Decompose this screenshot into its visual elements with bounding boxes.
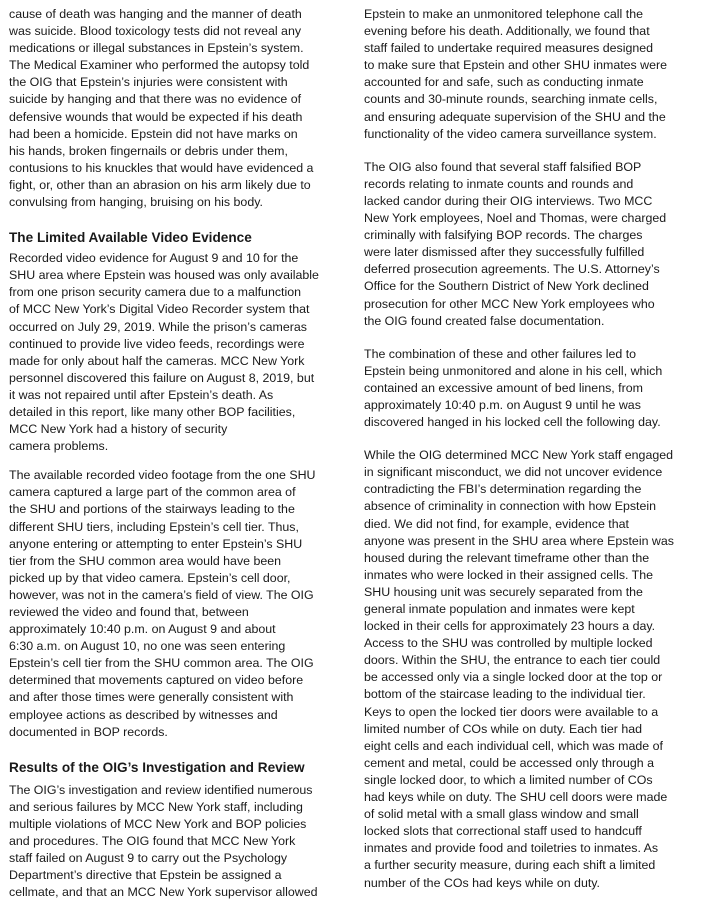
paragraph-available-footage [9,467,319,741]
text-line: from one prison security camera due to a malfunction [9,285,302,300]
text-line: The available recorded video footage from the one SHU [9,468,316,483]
text-line: evening before his death. Additionally, we found that [364,24,650,39]
text-line: had been a homicide. Epstein did not have marks on [9,126,298,141]
text-line: picked up by that video camera. Epstein’s cell door, [9,570,291,585]
text-line: functionality of the video camera surveillance system. [364,126,657,141]
text-line: staff failed to undertake required measures designed [364,41,654,56]
text-line: cause of death was hanging and the manner of death [9,7,302,21]
text-line: medications or illegal substances in Epstein’s system. [9,41,304,56]
text-line: Epstein to make an unmonitored telephone call the [364,7,643,21]
text-line: fight, or, other than an abrasion on his arm likely due to [9,177,311,192]
paragraph-recorded-video [9,250,319,455]
text-line: a further security measure, during each shift a limited [364,858,656,873]
text-line: approximately 10:40 p.m. on August 9 and about [9,622,276,637]
text-line: doors. Within the SHU, the entrance to each tier could [364,653,661,668]
text-line: was suicide. Blood toxicology tests did not reveal any [9,24,302,39]
text-line: approximately 10:40 p.m. on August 9 until he was [364,397,641,412]
heading-limited-video-evidence: The Limited Available Video Evidence [9,230,252,246]
text-line: tier from the SHU common area would have been [9,553,282,568]
text-line: reviewed the video and found that, between [9,605,249,619]
text-line: documented in BOP records. [9,724,168,739]
paragraph-no-criminality-evidence [364,447,694,891]
text-line: cellmate, and that an MCC New York supervisor allowed [9,885,318,900]
text-line: employee actions as described by witnesses and [9,707,278,722]
text-line: number of the COs had keys while on duty. [364,875,601,890]
text-line: multiple violations of MCC New York and BOP policies [9,816,307,831]
text-line: Office for the Southern District of New York declined [364,279,649,294]
text-line: contusions to his knuckles that would have evidenced a [9,160,314,175]
text-line: anyone entering or attempting to enter Epstein’s SHU [9,536,303,551]
text-line: determined that movements captured on video before [9,673,304,688]
text-line: of MCC New York’s Digital Video Recorder system that [9,302,310,317]
text-line: defensive wounds that would be expected if his death [9,109,303,124]
text-line: eight cells and each individual cell, which was made of [364,738,663,753]
text-line: it was not repaired until after Epstein’s death. As [9,387,274,402]
text-line: criminally with falsifying BOP records. The charges [364,228,643,243]
text-line: and procedures. The OIG found that MCC New York [9,834,296,849]
text-line: different SHU tiers, including Epstein’s cell tier. Thus, [9,519,299,534]
text-line: in significant misconduct, we did not uncover evidence [364,465,663,480]
text-line: continued to provide live video feeds, recordings were [9,336,305,351]
text-line: SHU area where Epstein was housed was only available [9,268,319,283]
text-line: made for only about half the cameras. MCC New York [9,353,305,368]
text-line: The Medical Examiner who performed the autopsy told [9,58,310,73]
text-line: Department’s directive that Epstein be assigned a [9,868,282,883]
text-line: contradicting the FBI’s determination regarding the [364,482,642,497]
text-line: convulsing from hanging, bruising on his body. [9,195,263,210]
text-line: and ensuring adequate supervision of the SHU and the [364,109,666,124]
text-line: 6:30 a.m. on August 10, no one was seen entering [9,639,286,654]
text-line: The combination of these and other failures led to [364,346,637,361]
text-line: Access to the SHU was controlled by multiple locked [364,636,653,651]
text-line: records relating to inmate counts and rounds and [364,176,634,191]
text-line: died. We did not find, for example, evidence that [364,516,629,531]
text-line: the OIG found created false documentation. [364,313,605,328]
text-line: however, was not in the camera’s field of view. The OIG [9,587,314,602]
left-column [9,6,319,901]
text-line: had keys while on duty. The SHU cell doors were made [364,790,668,805]
text-line: Epstein being unmonitored and alone in his cell, which [364,363,663,378]
text-line: SHU housing unit was securely separated from the [364,584,643,599]
paragraph-combination-of-failures [364,346,694,431]
text-line: were later dismissed after they successfully fulfilled [364,245,645,260]
text-line: Recorded video evidence for August 9 and 10 for the [9,251,299,266]
text-line: general inmate population and inmates were kept [364,602,635,616]
text-line: prosecution for other MCC New York employees who [364,296,655,311]
text-line: single locked door, to which a limited number of COs [364,772,653,787]
text-line: be accessed only via a single locked door at the top or [364,670,663,685]
paragraph-unmonitored-call [364,6,694,143]
text-line: and serious failures by MCC New York staff, including [9,799,303,814]
text-line: New York employees, Noel and Thomas, were charged [364,211,667,226]
text-line: discovered hanged in his locked cell the following day. [364,415,661,430]
text-line: contained an excessive amount of bed linens, from [364,380,643,395]
text-line: deferred prosecution agreements. The U.S. Attorney’s [364,262,660,277]
right-column [364,6,694,892]
text-line: cement and metal, could be accessed only through a [364,755,654,770]
paragraph-failures-identified [9,782,319,901]
text-line: the OIG that Epstein’s injuries were consistent with [9,75,288,90]
text-line: bottom of the staircase leading to the individual tier. [364,687,646,702]
text-line: locked slots that correctional staff used to handcuff [364,824,642,839]
heading-results-of-investigation: Results of the OIG’s Investigation and Review [9,759,305,775]
text-line: Keys to open the locked tier doors were available to a [364,704,659,719]
text-line: personnel discovered this failure on August 8, 2019, but [9,370,315,385]
text-line: suicide by hanging and that there was no evidence of [9,92,302,107]
paragraph-falsified-records [364,159,694,330]
text-line: accounted for and safe, such as conducting inmate [364,75,644,90]
text-line: inmates who were locked in their assigned cells. The [364,567,654,582]
text-line: MCC New York had a history of security [9,422,228,437]
text-line: camera problems. [9,439,109,454]
text-line: camera captured a large part of the common area of [9,485,296,500]
text-line: to make sure that Epstein and other SHU inmates were [364,58,668,73]
text-line: and after those times were generally consistent with [9,690,294,705]
text-line: of solid metal with a small glass window and small [364,807,639,822]
text-line: absence of criminality in connection with how Epstein [364,499,657,514]
text-line: inmates and provide food and toiletries to inmates. As [364,841,659,856]
text-line: detailed in this report, like many other BOP facilities, [9,404,296,419]
text-line: anyone was present in the SHU area where Epstein was [364,533,674,548]
text-line: lacked candor during their OIG interviews. Two MCC [364,193,653,208]
paragraph-cause-of-death [9,6,319,211]
text-line: While the OIG determined MCC New York staff engaged [364,448,674,463]
text-line: The OIG’s investigation and review identified numerous [9,782,313,797]
text-line: counts and 30-minute rounds, searching inmate cells, [364,92,658,107]
text-line: the SHU and portions of the stairways leading to the [9,502,295,517]
text-line: occurred on July 29, 2019. While the prison’s cameras [9,319,307,334]
text-line: Epstein’s cell tier from the SHU common area. The OIG [9,656,314,671]
text-line: staff failed on August 9 to carry out the Psychology [9,851,288,866]
text-line: locked in their cells for approximately 23 hours a day. [364,619,656,634]
text-line: limited number of COs while on duty. Each tier had [364,721,643,736]
text-line: The OIG also found that several staff falsified BOP [364,159,642,174]
text-line: housed during the relevant timeframe other than the [364,550,650,565]
text-line: his hands, broken fingernails or debris under them, [9,143,288,158]
